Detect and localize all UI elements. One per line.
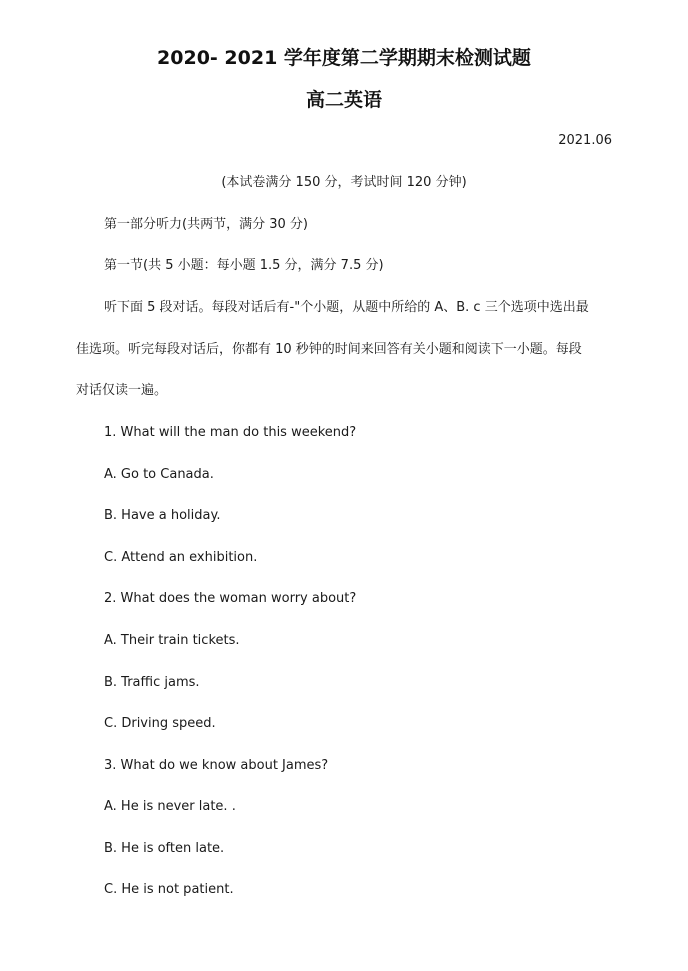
exam-title: 2020- 2021 学年度第二学期期末检测试题 (157, 47, 531, 69)
instruction-line: 佳选项。听完每段对话后，你都有 10 秒钟的时间来回答有关小题和阅读下一小题。每段 (76, 342, 582, 357)
question-1-option-a: A. Go to Canada. (104, 467, 214, 482)
question-3-option-a: A. He is never late. . (104, 799, 236, 814)
question-2-option-a: A. Their train tickets. (104, 633, 240, 648)
question-2-option-c: C. Driving speed. (104, 716, 216, 731)
question-2-option-b: B. Traffic jams. (104, 675, 200, 690)
question-2: 2. What does the woman worry about? (104, 591, 357, 606)
question-3-option-b: B. He is often late. (104, 841, 225, 856)
question-3-option-c: C. He is not patient. (104, 882, 234, 897)
instruction-line: 对话仅读一遍。 (76, 383, 168, 398)
part-heading: 第一部分听力(共两节，满分 30 分) (104, 217, 308, 232)
instruction-line: 听下面 5 段对话。每段对话后有-"个小题，从题中所给的 A、B. c 三个选项中选出最 (104, 300, 589, 315)
question-1-option-b: B. Have a holiday. (104, 508, 221, 523)
exam-subject: 高二英语 (305, 89, 382, 111)
question-1-option-c: C. Attend an exhibition. (104, 550, 258, 565)
exam-date: 2021.06 (558, 133, 612, 148)
section-heading: 第一节(共 5 小题：每小题 1.5 分，满分 7.5 分) (104, 258, 384, 273)
exam-note: (本试卷满分 150 分，考试时间 120 分钟) (221, 175, 467, 190)
question-1: 1. What will the man do this weekend? (104, 425, 357, 440)
question-3: 3. What do we know about James? (104, 758, 329, 773)
